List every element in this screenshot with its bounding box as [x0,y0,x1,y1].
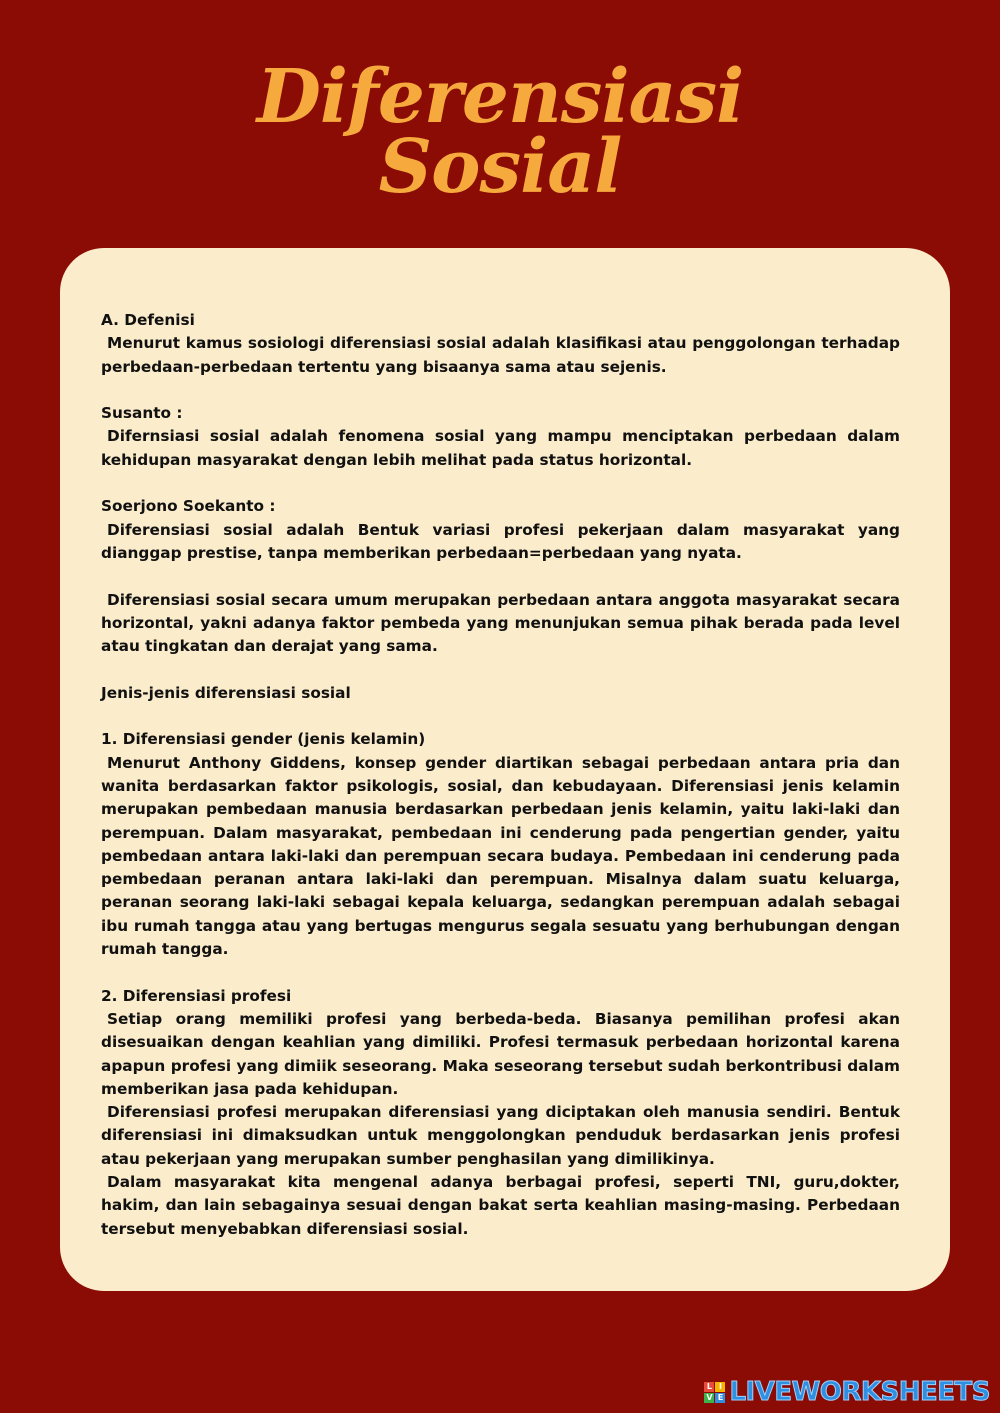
logo-cell: V [706,1392,713,1402]
section-heading: A. Defenisi [101,311,195,329]
paragraph-gap [101,472,900,495]
brand-name: LIVEWORKSHEETS [729,1377,990,1407]
liveworksheets-logo-icon [704,1382,725,1403]
liveworksheets-footer[interactable] [704,1377,990,1407]
logo-cell: I [715,1382,725,1392]
paragraph-gap [101,658,900,681]
title-line-1: Diferensiasi [256,54,744,140]
section-paragraph: Menurut Anthony Giddens, konsep gender diartikan sebagai perbedaan antara pria dan wanita berdasarkan faktor psikologis, sosial, dan kebudayaan. Diferensiasi jenis kelamin merupakan pembedaan manusia berdasarkan perbedaan jenis kelamin, yaitu laki-laki dan perempuan. Dalam masyarakat, pembedaan ini cenderung pada pengertian gender, yaitu pembedaan antara laki-laki dan perempuan secara budaya. Pembedaan ini cenderung pada pembedaan peranan antara laki-laki dan perempuan. Misalnya dalam suatu keluarga, peranan seorang laki-laki sebagai kepala keluarga, sedangkan perempuan adalah sebagai ibu rumah tangga atau yang bertugas mengurus segala sesuatu yang berhubungan dengan rumah tangga. [101,753,900,959]
section-paragraph: Setiap orang memiliki profesi yang berbeda-beda. Biasanya pemilihan profesi akan disesuaikan dengan keahlian yang dimiliki. Profesi termasuk perbedaan horizontal karena apapun profesi yang dimiik seseorang. Maka seseorang tersebut sudah berkontribusi dalam memberikan jasa pada kehidupan. [101,1009,900,1098]
section-heading: Soerjono Soekanto : [101,497,276,516]
article-body [101,309,900,1241]
paragraph-gap [101,961,900,984]
section-paragraph: Diferensiasi sosial secara umum merupakan perbedaan antara anggota masyarakat secara horizontal, yakni adanya faktor pembeda yang menunjukan semua pihak berada pada level atau tingkatan dan derajat yang sama. [101,590,900,656]
section-paragraph: Diferensiasi sosial adalah Bentuk variasi profesi pekerjaan dalam masyarakat yang dianggap prestise, tanpa memberikan perbedaan=perbedaan yang nyata. [101,520,900,562]
section-heading: Susanto : [101,404,183,423]
logo-cell: L [704,1382,714,1392]
section-paragraph: Diferensiasi profesi merupakan diferensiasi yang diciptakan oleh manusia sendiri. Bentuk diferensiasi ini dimaksudkan untuk menggolongkan penduduk berdasarkan jenis profesi atau pekerjaan yang merupakan sumber penghasilan yang dimilikinya. [101,1103,900,1168]
title-line-2: Sosial [378,124,622,210]
section-heading: Jenis-jenis diferensiasi sosial [101,683,351,702]
section-paragraph: Dalam masyarakat kita mengenal adanya berbagai profesi, seperti TNI, guru,dokter, hakim, dan lain sebagainya sesuai dengan bakat serta keahlian masing-masing. Perbedaan tersebut menyebabkan diferensiasi sosial. [101,1172,900,1238]
section-paragraph: Difernsiasi sosial adalah fenomena sosial yang mampu menciptakan perbedaan dalam kehidupan masyarakat dengan lebih melihat pada status horizontal. [101,427,900,469]
paragraph-gap [101,705,900,728]
page-title [0,54,1000,210]
section-heading: 1. Diferensiasi gender (jenis kelamin) [101,730,426,749]
section-heading: 2. Diferensiasi profesi [101,986,292,1005]
paragraph-gap [101,379,900,402]
section-paragraph: Menurut kamus sosiologi diferensiasi sosial adalah klasifikasi atau penggolongan terhadap perbedaan-perbedaan tertentu yang bisaanya sama atau sejenis. [101,334,900,376]
paragraph-gap [101,565,900,588]
logo-cell: E [715,1393,725,1403]
